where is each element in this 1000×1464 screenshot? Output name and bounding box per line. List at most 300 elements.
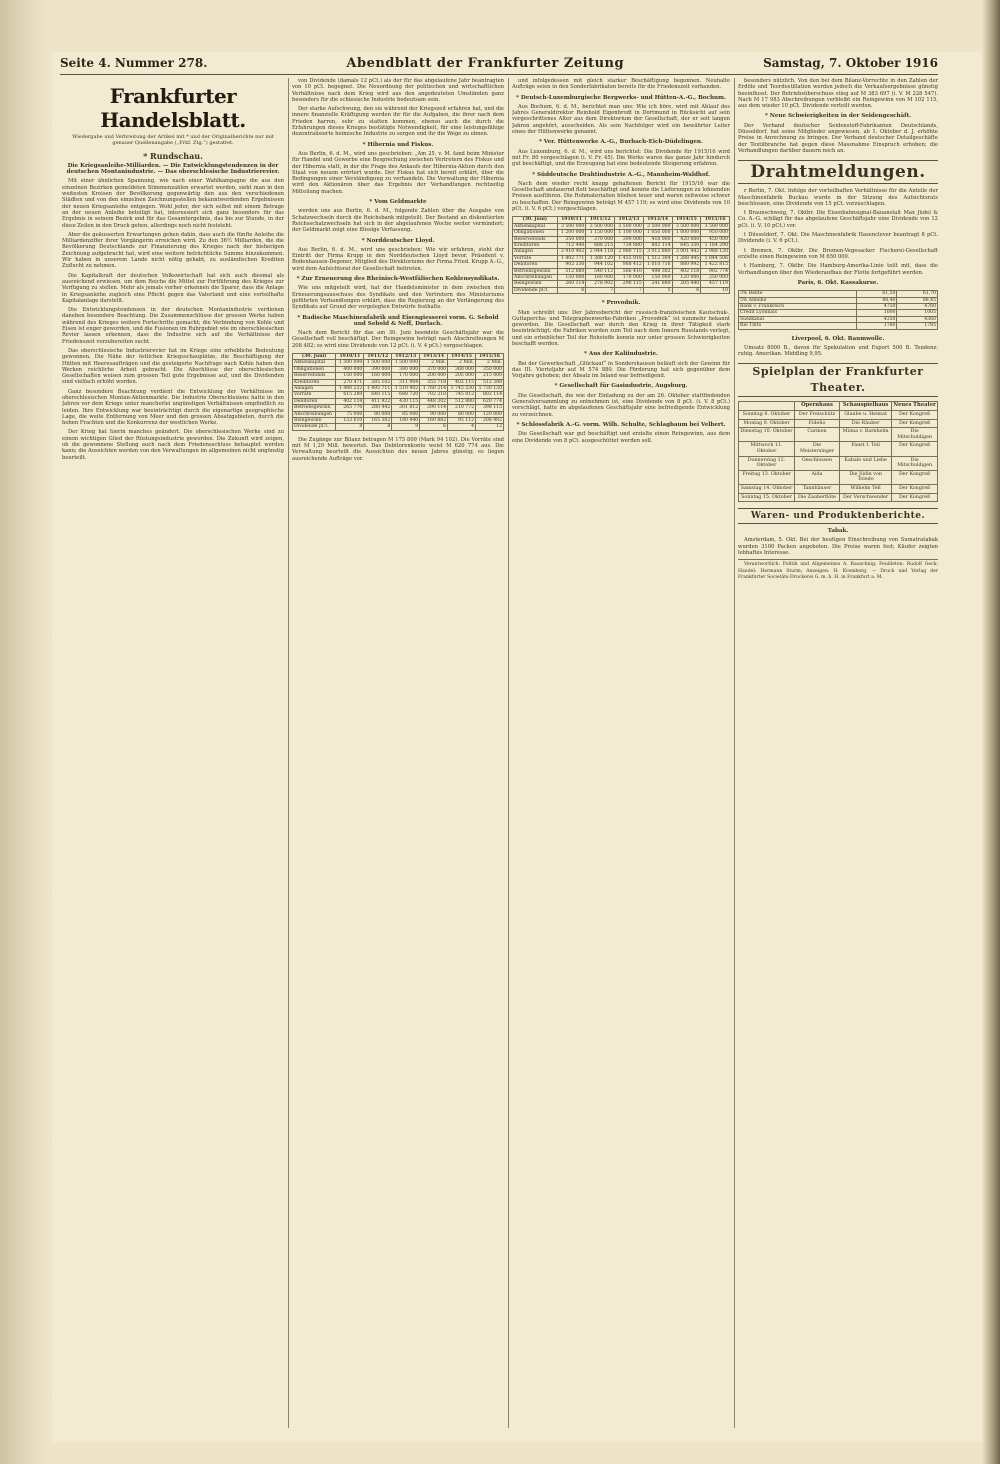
table-cell: 7	[586, 287, 615, 293]
table-cell: 712 440	[557, 242, 586, 248]
item-text: Amsterdam, 5. Okt. Bei der heutigen Einschreibung von Sumatratabak wurden 3100 Packen angeboten. Die Preise waren fest; Käufer zeigten lebhaftes Interesse.	[738, 537, 938, 557]
item-text: Bei der Gewerkschaft „Glückauf“ in Sondershausen beläuft sich der Gewinn für das III. Vierteljahr auf M 574 880. Die Förderung hat sich gegenüber dem Vorjahre gehoben; der Absatz im Inland war befriedigend.	[512, 360, 730, 380]
table-cell: 398 115	[476, 405, 504, 411]
table-cell: 390 000	[364, 366, 392, 372]
table-cell: 1 455 918	[615, 255, 644, 261]
table-cell: 1 422 815	[701, 262, 730, 268]
page-header	[60, 52, 938, 75]
table-cell: Abschreibungen	[513, 275, 558, 281]
column-header: Neues Theater	[892, 402, 938, 411]
table-cell: 402 118	[336, 398, 364, 404]
table-cell: Reservefonds	[293, 373, 336, 379]
article-paragraph: besonders nützlich. Von den bei dem Bilanz-Vorrechte in den Zahlen der Erdöle und Teerdestillation werden jedoch die Verkaufsergebnisse günstig beeinflusst. Der Betriebsüberschuss stieg auf M 383 697 (i. V. M 228 547). Nach M 17 983 Abschreibungen verbleibt ein Reingewinn von M 102 115, aus dem wieder 10 pCt. Dividende verteilt werden.	[738, 78, 938, 110]
column-header: 1911/12	[586, 217, 615, 223]
table-cell: Bank v. Frankreich	[739, 303, 857, 309]
table-row	[293, 424, 504, 430]
table-cell: 205 440	[672, 281, 701, 287]
table-cell: 1 512 304	[643, 255, 672, 261]
table-cell: Der Kongreß	[892, 442, 938, 456]
table-cell: 180 440	[392, 418, 420, 424]
table-cell: 241 880	[643, 281, 672, 287]
table-cell: Minna v. Barnhelm	[839, 428, 891, 442]
table-row	[513, 223, 730, 229]
table-cell: Wilhelm Tell	[839, 484, 891, 493]
item-heading: * Badische Maschinenfabrik und Eisengiesserei vorm. G. Sebold und Sebold & Neff, Durlach.	[297, 314, 499, 327]
table-cell: Betriebsgewinn	[293, 405, 336, 411]
item-heading: * Norddeutscher Lloyd.	[361, 237, 435, 244]
table-cell: 457 119	[701, 281, 730, 287]
table-cell: 12	[476, 424, 504, 430]
table-cell: 688 720	[392, 392, 420, 398]
table-cell: 2 Mill.	[476, 360, 504, 366]
table-cell: 7	[615, 287, 644, 293]
table-cell: Anlagen	[293, 386, 336, 392]
table-cell: 8	[336, 424, 364, 430]
article-paragraph: Ganz besondere Beachtung verdient die Entwicklung der Verhältnisse im oberschlesischen Montan-Aktienmarkte. Die Industrie Oberschlesiens hatte in den Jahren vor dem Kriege unter mancherlei ungünstigen Verhältnissen empfindlich zu leiden. Ihre Entwicklung war beeinträchtigt durch die eigenartige geographische Lage, die weite Entfernung von Meer und den grossen Absatzgebieten, durch die hohen Frachten und die Konkurrenz der westlichen Werke.	[62, 388, 284, 427]
table-cell: 61,50	[857, 291, 897, 297]
table-cell: 1 150 000	[586, 230, 615, 236]
column-header: 1915/16	[701, 217, 730, 223]
table-cell: 1 184 290	[701, 242, 730, 248]
table-cell: 160 000	[364, 373, 392, 379]
table-cell: Der Kongreß	[892, 411, 938, 420]
article-paragraph: Aber die geäusserten Erwartungen gehen dahin, dass auch die fünfte Anleihe die Milliardenziffer ihrer Vorgängerin erreichen wird. Zu den 36½ Milliarden, die die Bevölkerung Deutschlands zur Finanzierung des Krieges nach der bisherigen Zeichnung aufgebracht hat, wird eine weitere beträchtliche Summe hinzukommen. Wir haben in unserem Lande nicht nötig gehabt, zu ausländischen Krediten Zuflucht zu nehmen.	[62, 231, 284, 270]
table-cell: 4	[448, 424, 476, 430]
table-cell: Tannhäuser	[795, 484, 840, 493]
item-text: Die Gesellschaft, die wie der Einladung zu der am 26. Oktober stattfindenden Generalversammlung zu entnehmen ist, eine Dividende von 8 pCt. (i. V. 8 pCt.) vorschlägt, hatte im abgelaufenen Geschäftsjahr eine befriedigende Entwicklung zu verzeichnen.	[512, 392, 730, 418]
table-cell: 153 610	[336, 418, 364, 424]
article-paragraph: Das oberschlesische Industrierevier hat im Kriege eine erhebliche Bedeutung gewonnen. Die Nähe der östlichen Kriegsschauplätze, die Beschäftigung der Hütten mit Heeresaufträgen und die gesteigerte Nachfrage nach Kohle haben den Werken reichliche Arbeit gebracht. Die Abschlüsse der oberschlesischen Gesellschaften weisen zum grossen Teil gute Ergebnisse auf, und die Dividenden sind vielfach erhöht worden.	[62, 347, 284, 386]
schedule-row	[739, 484, 938, 493]
column-2	[292, 78, 504, 1428]
table-cell: 3 012 880	[643, 249, 672, 255]
table-cell: 1 510 402	[392, 386, 420, 392]
column-header: Opernhaus	[795, 402, 840, 411]
table-cell: 9	[392, 424, 420, 430]
table-cell: 150 000	[557, 275, 586, 281]
table-cell: Vorräte	[513, 255, 558, 261]
table-cell: 620 774	[476, 398, 504, 404]
table-cell: Kabale und Liebe	[839, 456, 891, 470]
table-cell: 88,40	[857, 297, 897, 303]
section-heading: * Rundschau.	[143, 150, 203, 161]
table-cell: 734 880	[615, 242, 644, 248]
table-cell: Fidelio	[795, 419, 840, 428]
table-cell: 4760	[897, 303, 938, 309]
table-cell: 1 402 771	[557, 255, 586, 261]
table-cell: 6	[420, 424, 448, 430]
table-cell: 1 288 445	[672, 255, 701, 261]
table-cell: Reingewinn	[513, 281, 558, 287]
table-cell: Geschlossen	[795, 456, 840, 470]
table-cell: 355 718	[420, 379, 448, 385]
item-text: Die Zugänge zur Bilanz betragen M 175 809 (Mark 94 102). Die Vorräte sind mit M 1,29 Mill. bewertet. Das Debitorenkonto weist M 620 774 aus. Die Verwaltung beurteilt die Aussichten des neuen Jahres günstig; es liegen ausreichende Aufträge vor.	[292, 436, 504, 462]
table-cell: Der Verschwender	[839, 493, 891, 502]
table-cell: Die Räuber	[839, 419, 891, 428]
table-cell: 150 000	[336, 373, 364, 379]
table-cell: 402 118	[672, 268, 701, 274]
table-cell: 260 114	[557, 281, 586, 287]
item-text: Wie uns mitgeteilt wird, hat der Handelsminister in dem zwischen den Erneuerungsausschuss des Syndikats und den Vertretern des Ministeriums geführten Verhandlungen erklärt, dass die Regierung an der Verlängerung des Syndikats auf Grund der vorgelegten Entwürfe festhalte.	[292, 285, 504, 311]
table-cell: Die Zauberflöte	[795, 493, 840, 502]
item-text: Umsatz 8000 B., davon für Spekulation und Export 500 B. Tendenz: ruhig. Amerikan. Middling 9,95.	[738, 344, 938, 358]
column-rule	[734, 78, 735, 1428]
table-row	[293, 360, 504, 366]
table-cell: Mittwoch 11. Oktober	[739, 442, 795, 456]
table-cell: 3 500 000	[586, 223, 615, 229]
table-cell: Kreditoren	[513, 242, 558, 248]
table-cell: Die Meistersinger	[795, 442, 840, 456]
table-cell: 5	[643, 287, 672, 293]
table-cell: 745 812	[448, 392, 476, 398]
table-cell: 1 200 000	[557, 230, 586, 236]
table-cell: Obligationen	[513, 230, 558, 236]
table-cell: 80 000	[364, 411, 392, 417]
column-header: (30. Juni)	[293, 353, 336, 359]
schedule-row	[739, 470, 938, 484]
item-heading: * Hibernia und Fiskus.	[362, 141, 434, 148]
table-cell: 2 980 715	[615, 249, 644, 255]
table-cell: Die Mitschuldigen	[892, 456, 938, 470]
item-text: Nach dem Bericht für das am 30. Juni beendete Geschäftsjahr war die Gesellschaft voll beschäftigt. Der Reingewinn beträgt nach Abschreibungen M 208 482; es wird eine Dividende von 12 pCt. (i. V. 4 pCt.) vorgeschlagen.	[292, 330, 504, 349]
table-cell: 1 500 000	[392, 360, 420, 366]
table-cell: 290 114	[420, 405, 448, 411]
item-heading: * Deutsch-Luxemburgische Bergwerks- und Hütten-A.-G., Bochum.	[516, 94, 726, 101]
article-paragraph: Die Entwicklungstendenzen in der deutschen Montanindustrie verdienen daneben besondere Beachtung. Die Zusammenschlüsse der grossen Werke haben während des Krieges weitere Fortschritte gemacht; die Verbindung von Kohle und Eisen ist enger geworden, und die Fusionen im Ruhrgebiet wie im oberschlesischen Revier lassen erkennen, dass die Industrie sich auf die Verhältnisse der Friedenszeit vorzubereiten sucht.	[62, 307, 284, 345]
table-cell: Kreditoren	[293, 379, 336, 385]
wire-reports-heading: Drahtmeldungen.	[738, 160, 938, 184]
table-cell: 88,45	[897, 297, 938, 303]
table-cell: 2 944 118	[586, 249, 615, 255]
table-cell: 1780	[857, 323, 897, 329]
table-cell: 988 412	[615, 262, 644, 268]
table-cell: 1 495 711	[364, 386, 392, 392]
produce-subheading: Tabak.	[827, 528, 849, 535]
column-3	[512, 78, 730, 1428]
column-header: (30. Juni)	[513, 217, 558, 223]
table-cell: 360 000	[448, 366, 476, 372]
table-cell: 278 902	[586, 281, 615, 287]
column-header: Schauspielhaus	[839, 402, 891, 411]
table-cell: 8	[364, 424, 392, 430]
table-cell: 3 500 000	[672, 223, 701, 229]
column-header: 1912/13	[615, 217, 644, 223]
table-cell: 512 388	[476, 379, 504, 385]
table-cell: 380 000	[392, 366, 420, 372]
table-cell: 370 000	[420, 366, 448, 372]
produce-heading: Waren- und Produktenberichte.	[738, 508, 938, 524]
item-text: Die Gesellschaft war gut beschäftigt und erzielte einen Reingewinn, aus dem eine Dividende von 8 pCt. ausgeschüttet werden soll.	[512, 431, 730, 444]
balance-table	[292, 353, 504, 431]
column-rule	[288, 78, 289, 1428]
table-cell: 2 Mill.	[420, 360, 448, 366]
item-heading: * Vom Geldmarkte	[369, 199, 427, 206]
table-cell: Der Kongreß	[892, 419, 938, 428]
table-cell: 902 330	[557, 262, 586, 268]
table-cell: 120 000	[672, 275, 701, 281]
table-cell: 265 770	[336, 405, 364, 411]
table-cell: Die Jüdin von Toledo	[839, 470, 891, 484]
table-cell: 410 000	[643, 236, 672, 242]
table-cell: 640 115	[364, 392, 392, 398]
table-cell: 1 388 120	[586, 255, 615, 261]
header-left: Seite 4. Nummer 278.	[60, 56, 208, 70]
table-cell: 80 000	[448, 411, 476, 417]
column-header: 1910/11	[557, 217, 586, 223]
table-cell: 1000	[857, 310, 897, 316]
item-heading: * Ver. Hüttenwerke A.-G., Burbach-Eich-Düdelingen.	[539, 139, 703, 146]
table-cell: 350 000	[557, 236, 586, 242]
table-cell: 10	[701, 287, 730, 293]
article-paragraph: Die Kapitalkraft der deutschen Volkswirtschaft hat sich auch diesmal als ausreichend erwiesen, um dem Reiche die Mittel zur Fortführung des Krieges zur Verfügung zu stellen. Mehr als jemals vorher erkennen die Sparer, dass die Anlage in Kriegsanleihe zugleich eine Pflicht gegen das Vaterland und eine vorteilhafte Kapitalanlage darstellt.	[62, 272, 284, 304]
page-gutter-shadow	[0, 0, 52, 1464]
table-cell: 160 000	[586, 275, 615, 281]
table-cell: 645 330	[672, 242, 701, 248]
article-paragraph: Der Krieg hat hierin manches geändert. Die oberschlesischen Werke sind zu einem wichtigen Glied der Rüstungsindustrie geworden. Die Zukunft wird zeigen, ob die gewonnene Stellung auch nach dem Friedensschluss behauptet werden kann; die Aussichten werden von den Verwaltungen im allgemeinen nicht ungünstig beurteilt.	[62, 429, 284, 461]
table-cell: 566 410	[615, 268, 644, 274]
table-cell: 802 114	[643, 242, 672, 248]
table-cell: 702 318	[420, 392, 448, 398]
table-cell: 498 302	[643, 268, 672, 274]
table-cell: 280 442	[364, 405, 392, 411]
table-cell: 1 844 506	[701, 255, 730, 261]
item-heading: * Zur Erneuerung des Rheinisch-Westfälischen Kohlensyndikats.	[296, 276, 500, 283]
table-header-row	[739, 402, 938, 411]
item-text: Aus Berlin, 6. d. M., wird uns geschrieben: „Am 25. v. M. fand beim Minister für Handel und Gewerbe eine Besprechung zwischen Vertretern des Fiskus und der Hibernia statt, in der die Frage des Ankaufs der Hibernia-Aktien durch den Staat von neuem erörtert wurde. Der Fiskus hat sich bereit erklärt, über die Bedingungen einer Verständigung zu verhandeln. Die Verwaltung der Hibernia wird den Aktionären über das Ergebnis der Verhandlungen rechtzeitig Mitteilung machen.	[292, 150, 504, 195]
table-cell: 450 000	[701, 236, 730, 242]
schedule-row	[739, 419, 938, 428]
table-cell: 250 000	[701, 275, 730, 281]
table-cell: Betriebsgewinn	[513, 268, 558, 274]
table-cell: 390 000	[615, 236, 644, 242]
imprint: Verantwortlich: Politik und Allgemeines A. Rauschnig; Feuilleton: Rudolf Geck; Handel: Hermann Sturm; Anzeigen: H. Kremberg. — Druck und Verlag der Frankfurter Societäts-Druckerei G. m. b. H. in Frankfurt a. M.	[738, 559, 938, 581]
table-cell: 200 000	[420, 373, 448, 379]
table-cell: 902 774	[701, 268, 730, 274]
table-cell: 512 880	[448, 398, 476, 404]
table-cell: 1 745 330	[448, 386, 476, 392]
column-rule	[508, 78, 509, 1428]
table-cell: 165 302	[364, 418, 392, 424]
schedule-row	[739, 493, 938, 502]
item-heading: * Aus der Kaliindustrie.	[584, 351, 658, 358]
header-title: Abendblatt der Frankfurter Zeitung	[346, 55, 625, 71]
table-cell: Dividende pCt.	[513, 287, 558, 293]
column-header: 1914/15	[672, 217, 701, 223]
column-header: 1913/14	[643, 217, 672, 223]
column-header: 1910/11	[336, 353, 364, 359]
market-table	[738, 290, 938, 329]
wire-item: t Bremen, 7. Oktbr. Die Bremen-Vegesacker Fischerei-Gesellschaft erzielte einen Reingewinn von M 650 000.	[738, 247, 938, 260]
wire-item: t Hamburg, 7. Oktbr. Die Hamburg-Amerika-Linie teilt mit, dass die Verhandlungen über den Wiederaufbau der Flotte fortgeführt werden.	[738, 263, 938, 276]
header-date: Samstag, 7. Oktober 1916	[763, 56, 938, 70]
table-cell: Anlagen	[513, 249, 558, 255]
column-header: 1912/13	[392, 353, 420, 359]
table-cell: 285 102	[364, 379, 392, 385]
item-heading: * Neue Schwierigkeiten in der Seidengeschäft.	[764, 113, 912, 120]
table-cell: 448 302	[420, 398, 448, 404]
table-cell: 512 880	[557, 268, 586, 274]
table-cell: 301 812	[392, 405, 420, 411]
wire-item: t Braunschweig, 7. Oktbr. Die Eisenbahnsignal-Bauanstalt Max Jüdel & Co. A.-G. schlägt für das abgelaufene Geschäftsjahr eine Dividende von 12 pCt. (i. V. 10 pCt.) vor.	[738, 210, 938, 229]
table-cell: Dividende pCt.	[293, 424, 336, 430]
table-cell: Aktienkapital	[293, 360, 336, 366]
table-cell: Faust I. Teil	[839, 442, 891, 456]
table-cell: 400 000	[336, 366, 364, 372]
table-cell: 1 010 716	[643, 262, 672, 268]
table-cell: 802 114	[476, 392, 504, 398]
table-cell: Sonntag 15. Oktober	[739, 493, 795, 502]
table-cell: 880 992	[672, 262, 701, 268]
table-cell: 1785	[897, 323, 938, 329]
table-cell: 85 000	[392, 411, 420, 417]
column-1	[62, 78, 284, 1428]
table-cell: 3 500 000	[701, 223, 730, 229]
table-cell: 3 500 000	[615, 223, 644, 229]
market-label: Liverpool, 6. Okt. Baumwolle.	[791, 335, 885, 342]
table-cell: Die Mitschuldigen	[892, 428, 938, 442]
item-heading: * Süddeutsche Drahtindustrie A.-G., Mannheim-Waldhof.	[532, 171, 710, 178]
balance-table	[512, 216, 730, 294]
table-cell: 1 100 000	[615, 230, 644, 236]
table-cell: 2 Mill.	[448, 360, 476, 366]
table-cell: 6	[672, 287, 701, 293]
table-cell: 950 000	[701, 230, 730, 236]
table-cell: 6	[557, 287, 586, 293]
item-heading: * Provodnik.	[601, 300, 641, 307]
schedule-row	[739, 456, 938, 470]
column-header: 1914/15	[448, 353, 476, 359]
table-cell: Debitoren	[293, 398, 336, 404]
table-cell: 311 904	[392, 379, 420, 385]
table-cell: Reservefonds	[513, 236, 558, 242]
table-cell: Samstag 14. Oktober	[739, 484, 795, 493]
table-cell: 75 000	[336, 411, 364, 417]
table-cell: 170 000	[392, 373, 420, 379]
table-cell: Carmen	[795, 428, 840, 442]
table-cell: Der Kongreß	[892, 484, 938, 493]
item-heading: * Schlossfabrik A.-G. vorm. Wilh. Schulte, Schlagbaum bei Velbert.	[516, 421, 726, 428]
table-cell: 170 000	[615, 275, 644, 281]
table-cell: Der Freischütz	[795, 411, 840, 420]
table-cell: 688 215	[586, 242, 615, 248]
theater-schedule-table	[738, 401, 938, 502]
column-header: 1915/16	[476, 353, 504, 359]
table-cell: Aida	[795, 470, 840, 484]
table-cell: 3 500 000	[557, 223, 586, 229]
table-cell: 2 910 402	[557, 249, 586, 255]
table-cell: 3% Rente	[739, 291, 857, 297]
table-cell: 1 760 214	[420, 386, 448, 392]
column-header	[739, 402, 795, 411]
table-cell: 95 112	[448, 418, 476, 424]
table-cell: 350 000	[476, 366, 504, 372]
table-cell: 540 112	[586, 268, 615, 274]
table-cell: Aktienkapital	[513, 223, 558, 229]
table-cell: 420 000	[672, 236, 701, 242]
item-text: Der Verband deutscher Seidenstoff-Fabrikanten Deutschlands, Düsseldorf, hat seine Mitglieder angewiesen, ab 1. Oktober d. J. erhöhte Preise in Anrechnung zu bringen. Der Verband deutscher Detailgeschäfte der Textilbranche hat gegen diese Massnahme Einspruch erhoben; die Verhandlungen darüber dauern noch an.	[738, 122, 938, 154]
page-edge	[982, 0, 1000, 1464]
table-cell: Suezkanal	[739, 316, 857, 322]
table-cell: Montag 9. Oktober	[739, 419, 795, 428]
schedule-row	[739, 411, 938, 420]
table-cell: 1 730 120	[476, 386, 504, 392]
item-heading: * Gesellschaft für Gasindustrie, Augsburg.	[554, 383, 688, 390]
table-cell: 270 471	[336, 379, 364, 385]
table-cell: 1 050 000	[643, 230, 672, 236]
article-paragraph: Mit einer ähnlichen Spannung, wie nach einer Wahlkampagne die aus den einzelnen Bezirken gemeldeten Stimmenzahlen erwartet werden, sieht man in den weitesten Kreisen der Bevölkerung gegenwärtig den aus den verschiedenen Städten und von den einzelnen Zeichnungsstellen bekanntwerdenden Ergebnissen der neuen Kriegsanleihe entgegen. Wohl jeder, der sich selbst mit einem Betrage an der neuen Anleihe beteiligt hat, interessiert sich ganz besonders für das Ergebnis in seinem Bezirk und für das Gesamtergebnis, das bis zur Stunde, in der diese Zeilen in den Druck gehen, allerdings noch nicht feststeht.	[62, 178, 284, 229]
wire-item: t Düsseldorf, 7. Okt. Die Maschinenfabrik Hasenclever beantragt 8 pCt. Dividende (i. V. 6 pCt.).	[738, 232, 938, 245]
table-cell: 411 922	[364, 398, 392, 404]
column-header: 1913/14	[420, 353, 448, 359]
schedule-row	[739, 442, 938, 456]
table-cell: 2 988 120	[701, 249, 730, 255]
article-heading: Die Kriegsanleihe-Milliarden. — Die Entwicklungstendenzen in der deutschen Montanindustrie. — Das oberschlesische Industrierevier.	[66, 162, 280, 176]
section-masthead: Frankfurter Handelsblatt.	[100, 84, 246, 132]
article-paragraph: und infolgedessen mit gleich starker Beschäftigung begonnen. Neuhalte Aufträge seien in den Sonderfabrikaten bereits für die Friedenszeit vorhanden.	[512, 78, 730, 91]
masthead-subline: Wiedergabe und Verbreitung der Artikel mit * und der Originalberichte nur mit genauer Quellenangabe („Frkf. Ztg.“) gestattet.	[72, 134, 274, 147]
column-4	[738, 78, 938, 1428]
item-text: Nach dem wieder recht knapp gehaltenen Bericht für 1915/16 war die Gesellschaft andauernd flott beschäftigt und konnte die Lieferungen zu lohnenden Preisen ausführen. Die Rohmaterialien blieben teuer und waren zeitweise schwer zu beschaffen. Der Reingewinn beträgt M 457 119; es wird eine Dividende von 10 pCt. (i. V. 6 pCt.) vorgeschlagen.	[512, 180, 730, 213]
table-cell: 205 000	[448, 373, 476, 379]
table-row	[513, 287, 730, 293]
table-cell: 402 115	[448, 379, 476, 385]
table-cell: 90 000	[420, 411, 448, 417]
wire-item: r Berlin, 7. Okt. Infolge der vorteilhaften Verhältnisse für die Anteile der Maschinenfabrik Buckau wurde in der Sitzung des Aufsichtsrats beschlossen, eine Dividende von 15 pCt. vorzuschlagen.	[738, 188, 938, 207]
table-cell: 1 480 222	[336, 386, 364, 392]
theater-heading: Spielplan der Frankfurter Theater.	[738, 363, 938, 397]
table-cell: Abschreibungen	[293, 411, 336, 417]
table-cell: Dienstag 10. Oktober	[739, 428, 795, 442]
table-cell: 160 882	[420, 418, 448, 424]
table-cell: 1 500 000	[364, 360, 392, 366]
item-text: Aus Luxemburg, 6. d. M., wird uns berichtet: Die Dividende für 1915/16 wird mit Fr. 80 vorgeschlagen (i. V. Fr. 45). Die Werke waren das ganze Jahr hindurch gut beschäftigt, und die Erzeugung hat eine bedeutende Steigerung erfahren.	[512, 148, 730, 168]
table-cell: 215 000	[476, 373, 504, 379]
table-cell: 944 102	[586, 262, 615, 268]
table-cell: 1 000 000	[672, 230, 701, 236]
table-cell: Glaube u. Heimat	[839, 411, 891, 420]
table-cell: Donnerstag 12. Oktober	[739, 456, 795, 470]
table-cell: 615 280	[336, 392, 364, 398]
table-cell: 1 500 000	[336, 360, 364, 366]
table-cell: 4350	[857, 316, 897, 322]
table-header-row	[293, 353, 504, 359]
table-cell: 3 500 000	[643, 223, 672, 229]
table-cell: Freitag 13. Oktober	[739, 470, 795, 484]
table-cell: 120 000	[476, 411, 504, 417]
table-cell: Vorräte	[293, 392, 336, 398]
table-cell: 370 000	[586, 236, 615, 242]
table-cell: 4750	[857, 303, 897, 309]
column-header: 1911/12	[364, 353, 392, 359]
market-label: Paris, 6. Okt. Kassakurse.	[797, 279, 879, 286]
table-cell: 290 115	[615, 281, 644, 287]
schedule-row	[739, 428, 938, 442]
table-cell: Rio Tinto	[739, 323, 857, 329]
table-cell: 4360	[897, 316, 938, 322]
table-cell: Reingewinn	[293, 418, 336, 424]
table-cell: Debitoren	[513, 262, 558, 268]
table-cell: 430 115	[392, 398, 420, 404]
item-text: Man schreibt uns: Der Jahresbericht der russisch-französischen Kautschuk-, Guttapercha- und Telegraphenwerke-Fabriken „Provodnik“ ist nunmehr bekannt geworden. Die Gesellschaft war durch den Krieg in ihrer Tätigkeit stark beeinträchtigt; die Fabriken wurden zum Teil nach dem Innern Russlands verlegt, und ein erheblicher Teil der Rohstoffe konnte nur unter grossen Schwierigkeiten beschafft werden.	[512, 309, 730, 347]
item-text: Aus Bochum, 6. d. M., berichtet man uns: Wie ich höre, wird mit Ablauf des Jahres Generaldirektor Reinhold Eigenbrodt in Dortmund in Rücksicht auf sein vorgeschrittenes Alter aus dem Direktorium der Gesellschaft, der er seit langen Jahren angehört, ausscheiden. Als sein Nachfolger wird ein bewährter Leiter eines der Hüttenwerke genannt.	[512, 103, 730, 136]
table-cell: 208 482	[476, 418, 504, 424]
table-cell: 3 001 442	[672, 249, 701, 255]
market-row	[739, 323, 938, 329]
article-paragraph: von Dividende (damals 12 pCt.) als der für das abgelaufene Jahr beantragten von 10 pCt. begegnet. Die Neuordnung der politischen und wirtschaftlichen Verhältnisse nach dem Krieg wird aus den angedeuteten Umständen ganz besonders für die schlesische Industrie bedeutsam sein.	[292, 78, 504, 103]
table-cell: 210 772	[448, 405, 476, 411]
table-cell: 5% Anleihe	[739, 297, 857, 303]
table-cell: Sonntag 8. Oktober	[739, 411, 795, 420]
